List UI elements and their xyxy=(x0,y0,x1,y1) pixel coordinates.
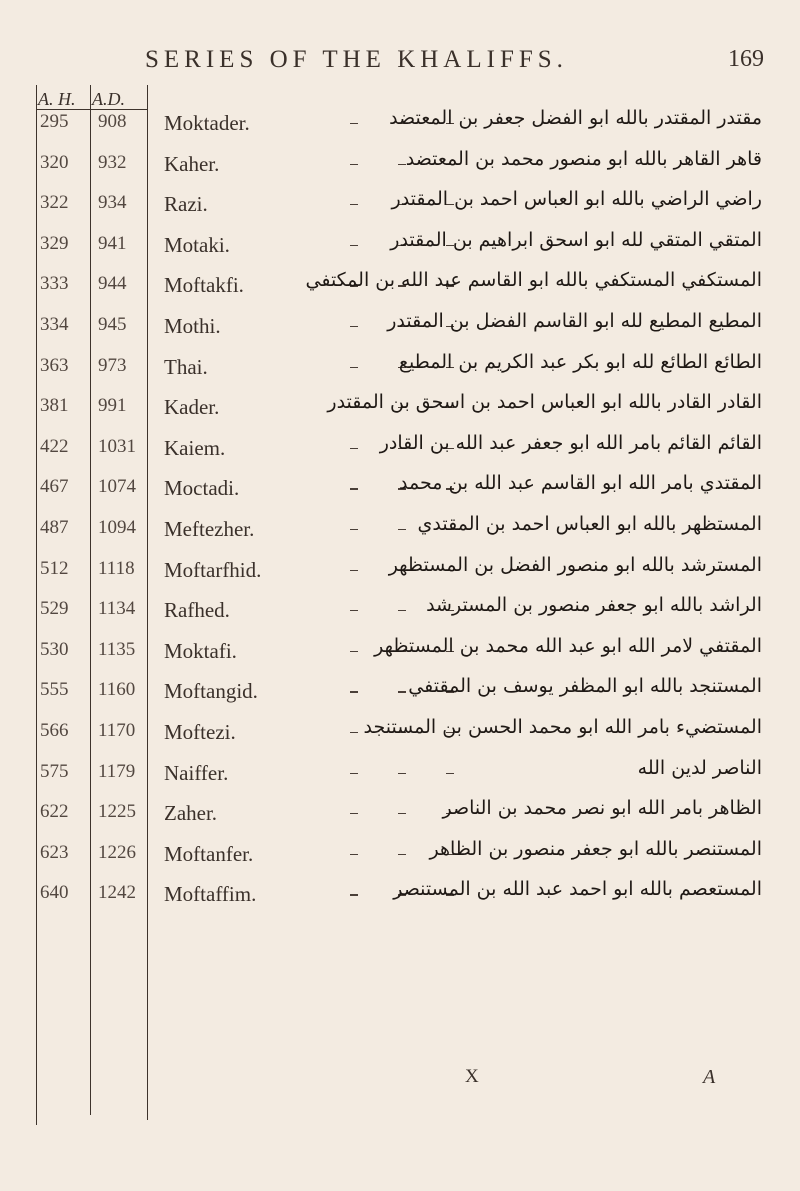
hijri-year: 322 xyxy=(40,192,69,214)
page-number: 169 xyxy=(728,46,764,72)
khalif-name: Moftanfer. xyxy=(164,841,254,866)
leader-dash xyxy=(350,691,358,692)
khalif-name: Mothi. xyxy=(164,314,221,338)
christian-year: 908 xyxy=(98,111,127,132)
table-row xyxy=(34,878,764,922)
christian-year: 1226 xyxy=(98,841,136,863)
leader-dash xyxy=(350,610,358,611)
khalif-name: Kaher. xyxy=(164,151,220,176)
khalif-name: Rafhed. xyxy=(164,598,230,623)
table-row xyxy=(34,553,764,598)
christian-year: 1094 xyxy=(98,517,136,538)
christian-year: 941 xyxy=(98,232,127,254)
table-row xyxy=(34,594,764,638)
leader-dash xyxy=(350,813,358,814)
leader-dash xyxy=(350,570,358,571)
hijri-year: 320 xyxy=(40,151,69,173)
table-row xyxy=(34,391,764,435)
table-row xyxy=(34,431,764,476)
arabic-title: المقتدي بامر الله ابو القاسم عبد الله بن محمد xyxy=(399,472,762,495)
arabic-title: الطائع الطائع لله ابو بكر عبد الكريم بن المطيع xyxy=(398,350,762,373)
table-row xyxy=(34,228,764,273)
table-row xyxy=(34,675,764,719)
christian-year: 944 xyxy=(98,273,127,295)
arabic-title: الراشد بالله ابو جعفر منصور بن المسترشد xyxy=(426,594,762,617)
hijri-year: 555 xyxy=(40,679,69,701)
leader-dash xyxy=(350,732,358,733)
arabic-title: الظاهر بامر الله ابو نصر محمد بن الناصر xyxy=(442,797,762,820)
christian-year: 934 xyxy=(98,192,127,214)
khalif-name: Moftarfhid. xyxy=(164,557,262,582)
page-header xyxy=(0,40,800,80)
leader-dash xyxy=(398,854,406,855)
arabic-title: راضي الراضي بالله ابو العباس احمد بن المقتدر xyxy=(391,188,762,211)
khalif-table xyxy=(34,85,764,1125)
khalif-name: Meftezher. xyxy=(164,517,255,541)
khalif-name: Moktader. xyxy=(164,111,250,135)
column-header-ah: A. H. xyxy=(38,89,76,109)
christian-year: 1135 xyxy=(98,638,136,660)
leader-dash xyxy=(350,204,358,205)
table-row xyxy=(34,107,764,151)
leader-dash xyxy=(350,773,358,774)
hijri-year: 529 xyxy=(40,598,69,620)
arabic-title: المطيع المطيع لله ابو القاسم الفضل بن المقتدر xyxy=(387,310,762,332)
hijri-year: 640 xyxy=(40,882,69,904)
leader-dash xyxy=(350,448,358,449)
arabic-title: المقتفي لامر الله ابو عبد الله محمد بن المستظهر xyxy=(374,634,762,657)
arabic-title: المستضيء بامر الله ابو محمد الحسن بن المستنجد xyxy=(363,716,762,738)
arabic-title: قاهر القاهر بالله ابو منصور محمد بن المعتضد xyxy=(405,147,762,170)
signature-mark-a: A xyxy=(703,1066,716,1088)
arabic-title: المستعصم بالله ابو احمد عبد الله بن المستنصر xyxy=(393,878,762,901)
khalif-name: Zaher. xyxy=(164,801,218,826)
leader-dash xyxy=(350,164,358,165)
arabic-title: المتقي المتقي لله ابو اسحق ابراهيم بن المقتدر xyxy=(390,228,762,251)
hijri-year: 623 xyxy=(40,841,69,863)
christian-year: 1170 xyxy=(98,720,136,741)
hijri-year: 381 xyxy=(40,395,69,417)
table-row xyxy=(34,634,764,679)
christian-year: 973 xyxy=(98,354,127,376)
christian-year: 1179 xyxy=(98,760,136,782)
table-row xyxy=(34,837,764,882)
hijri-year: 422 xyxy=(40,435,69,457)
leader-dash xyxy=(350,529,358,530)
signature-mark-x: X xyxy=(465,1066,479,1087)
leader-dash xyxy=(350,367,358,368)
khalif-name: Moftakfi. xyxy=(164,273,244,298)
arabic-title: القائم القائم بامر الله ابو جعفر عبد الله بن القادر xyxy=(379,431,762,454)
leader-dash xyxy=(446,773,454,774)
arabic-title: المستظهر بالله ابو العباس احمد بن المقتدي xyxy=(417,513,762,535)
hijri-year: 333 xyxy=(40,273,69,295)
khalif-name: Moktafi. xyxy=(164,638,237,663)
khalif-name: Naiffer. xyxy=(164,760,229,785)
leader-dash xyxy=(350,488,358,489)
khalif-name: Razi. xyxy=(164,192,208,217)
hijri-year: 575 xyxy=(40,760,69,782)
leader-dash xyxy=(398,610,406,611)
leader-dash xyxy=(350,854,358,855)
leader-dash xyxy=(398,691,406,692)
table-row xyxy=(34,269,764,313)
christian-year: 932 xyxy=(98,151,127,173)
christian-year: 1225 xyxy=(98,801,136,823)
khalif-name: Moftezi. xyxy=(164,720,236,744)
arabic-title: مقتدر المقتدر بالله ابو الفضل جعفر بن المعتضد xyxy=(389,107,762,129)
hijri-year: 334 xyxy=(40,314,69,335)
khalif-name: Moftaffim. xyxy=(164,882,257,907)
hijri-year: 566 xyxy=(40,720,69,741)
khalif-name: Motaki. xyxy=(164,232,230,257)
arabic-title: المستنصر بالله ابو جعفر منصور بن الظاهر xyxy=(429,837,762,860)
hijri-year: 467 xyxy=(40,476,69,498)
table-row xyxy=(34,716,764,760)
christian-year: 1242 xyxy=(98,882,136,904)
leader-dash xyxy=(350,651,358,652)
christian-year: 1031 xyxy=(98,435,136,457)
hijri-year: 295 xyxy=(40,111,69,132)
arabic-title: المسترشد بالله ابو منصور الفضل بن المستظهر xyxy=(388,553,762,576)
table-row xyxy=(34,472,764,516)
christian-year: 1118 xyxy=(98,557,135,579)
table-row xyxy=(34,797,764,841)
table-row xyxy=(34,513,764,557)
table-row xyxy=(34,310,764,354)
christian-year: 991 xyxy=(98,395,127,417)
leader-dash xyxy=(398,813,406,814)
leader-dashes xyxy=(306,763,496,783)
hijri-year: 530 xyxy=(40,638,69,660)
leader-dash xyxy=(350,245,358,246)
arabic-title: المستنجد بالله ابو المظفر يوسف بن المقتفي xyxy=(408,675,762,698)
leader-dash xyxy=(398,529,406,530)
hijri-year: 363 xyxy=(40,354,69,376)
christian-year: 945 xyxy=(98,314,127,335)
arabic-title: الناصر لدين الله xyxy=(637,756,762,779)
leader-dash xyxy=(350,326,358,327)
column-header-ad: A.D. xyxy=(92,89,125,109)
running-title: SERIES OF THE KHALIFFS. xyxy=(145,46,568,73)
hijri-year: 329 xyxy=(40,232,69,254)
hijri-year: 512 xyxy=(40,557,69,579)
khalif-name: Kader. xyxy=(164,395,220,420)
table-row xyxy=(34,350,764,395)
leader-dash xyxy=(350,123,358,124)
table-row xyxy=(34,147,764,192)
khalif-name: Thai. xyxy=(164,354,208,379)
arabic-title: القادر القادر بالله ابو العباس احمد بن اسحق بن المقتدر xyxy=(327,391,762,414)
khalif-name: Kaiem. xyxy=(164,435,226,460)
christian-year: 1134 xyxy=(98,598,136,620)
hijri-year: 487 xyxy=(40,517,69,538)
leader-dash xyxy=(398,164,406,165)
leader-dash xyxy=(398,773,406,774)
khalif-name: Moctadi. xyxy=(164,476,240,501)
christian-year: 1160 xyxy=(98,679,136,701)
hijri-year: 622 xyxy=(40,801,69,823)
khalif-name: Moftangid. xyxy=(164,679,258,704)
arabic-title: المستكفي المستكفي بالله ابو القاسم عبد الله بن المكتفي xyxy=(305,269,762,292)
table-row xyxy=(34,188,764,232)
table-row xyxy=(34,756,764,801)
christian-year: 1074 xyxy=(98,476,136,498)
leader-dash xyxy=(350,894,358,895)
